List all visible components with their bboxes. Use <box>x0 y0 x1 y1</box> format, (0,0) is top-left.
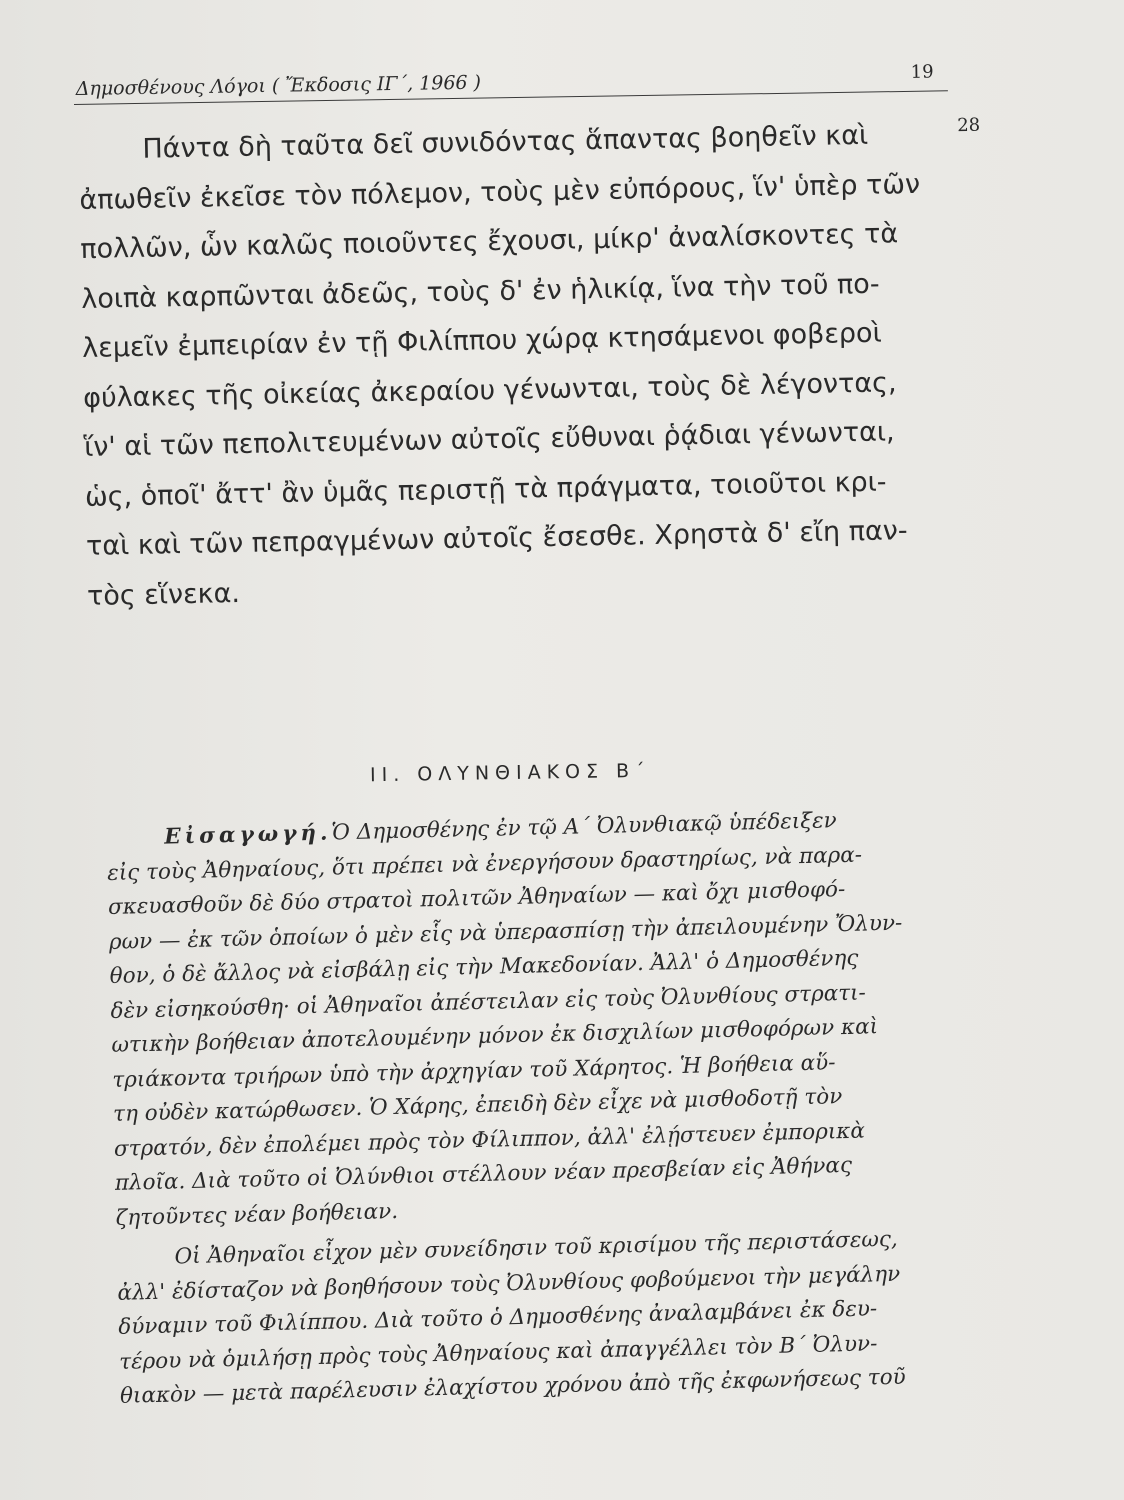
text-line: δύναμιν τοῦ Φιλίππου. Διὰ τοῦτο ὁ Δημοσθένης ἀναλαμβάνει ἐκ δευ- <box>118 1296 878 1340</box>
text-line: τέρου νὰ ὁμιλήσῃ πρὸς τοὺς Ἀθηναίους καὶ ἀπαγγέλλει τὸν Β΄ Ὀλυν- <box>118 1330 878 1375</box>
text-line: ρων — ἐκ τῶν ὁποίων ὁ μὲν εἷς νὰ ὑπερασπίσῃ τὴν ἀπειλουμένην Ὄλυν- <box>108 910 903 955</box>
text-line: πλοῖα. Διὰ τοῦτο οἱ Ὀλύνθιοι στέλλουν νέαν πρεσβείαν εἰς Ἀθήνας <box>114 1152 853 1196</box>
page-number: 19 <box>910 61 934 83</box>
text-line: ὡς, ὁποῖ' ἄττ' ἂν ὑμᾶς περιστῇ τὰ πράγματα, τοιοῦτοι κρι- <box>84 466 887 513</box>
text-line: ταὶ καὶ τῶν πεπραγμένων αὐτοῖς ἔσεσθε. Χρηστὰ δ' εἴη παν- <box>85 515 908 562</box>
intro-first-line-text: Ὁ Δημοσθένης ἐν τῷ Α΄ Ὀλυνθιακῷ ὑπέδειξεν <box>331 808 837 846</box>
text-line: ζητοῦντες νέαν βοήθειαν. <box>115 1198 399 1231</box>
text-line: δὲν εἰσηκούσθη· οἱ Ἀθηναῖοι ἀπέστειλαν εἰς τοὺς Ὀλυνθίους στρατι- <box>110 979 867 1024</box>
text-line: εἰς τοὺς Ἀθηναίους, ὅτι πρέπει νὰ ἐνεργήσουν δραστηρίως, νὰ παρα- <box>106 842 863 886</box>
text-line: Οἱ Ἀθηναῖοι εἶχον μὲν συνείδησιν τοῦ κρισίμου τῆς περιστάσεως, <box>174 1226 899 1270</box>
text-line: ἀπωθεῖν ἐκεῖσε τὸν πόλεμον, τοὺς μὲν εὐπόρους, ἵν' ὑπὲρ τῶν <box>79 168 921 216</box>
text-line: ἵν' αἱ τῶν πεπολιτευμένων αὐτοῖς εὔθυναι ῥᾴδιαι γένωνται, <box>83 416 895 463</box>
text-line: θον, ὁ δὲ ἄλλος νὰ εἰσβάλῃ εἰς τὴν Μακεδονίαν. Ἀλλ' ὁ Δημοσθένης <box>109 945 859 989</box>
text-line: στρατόν, δὲν ἐπολέμει πρὸς τὸν Φίλιππον, ἀλλ' ἐλῄστευεν ἐμπορικὰ <box>113 1118 866 1162</box>
text-line: τὸς εἵνεκα. <box>86 577 241 612</box>
running-title: Δημοσθένους Λόγοι ( Ἔκδοσις ΙΓ΄, 1966 ) <box>75 71 482 100</box>
margin-section-number: 28 <box>957 114 981 137</box>
text-line: τριάκοντα τριήρων ὑπὸ τὴν ἀρχηγίαν τοῦ Χάρητος. Ἡ βοήθεια αὕ- <box>111 1049 836 1093</box>
intro-label: Εἰσαγωγή. <box>164 820 332 850</box>
section-heading: ΙΙ. ΟΛΥΝΘΙΑΚΟΣ Β΄ <box>369 759 651 787</box>
text-line: ἀλλ' ἐδίσταζον νὰ βοηθήσουν τοὺς Ὀλυνθίους φοβούμενοι τὴν μεγάλην <box>117 1261 901 1306</box>
text-line: σκευασθοῦν δὲ δύο στρατοὶ πολιτῶν Ἀθηναίων — καὶ ὄχι μισθοφό- <box>107 876 846 920</box>
text-line: λεμεῖν ἐμπειρίαν ἐν τῇ Φιλίππου χώρᾳ κτησάμενοι φοβεροὶ <box>81 317 882 364</box>
text-line: θιακὸν — μετὰ παρέλευσιν ἐλαχίστου χρόνου ἀπὸ τῆς ἐκφωνήσεως τοῦ <box>119 1364 906 1409</box>
text-line: φύλακες τῆς οἰκείας ἀκεραίου γένωνται, τοὺς δὲ λέγοντας, <box>82 366 897 414</box>
text-line: τη οὐδὲν κατώρθωσεν. Ὁ Χάρης, ἐπειδὴ δὲν εἶχε νὰ μισθοδοτῇ τὸν <box>112 1084 843 1127</box>
introduction-text <box>106 801 986 1414</box>
text-line: Πάντα δὴ ταῦτα δεῖ συνιδόντας ἅπαντας βοηθεῖν καὶ <box>142 119 869 165</box>
oration-text <box>78 109 981 621</box>
running-head <box>74 60 948 105</box>
text-line: ωτικὴν βοήθειαν ἀποτελουμένην μόνον ἐκ δισχιλίων μισθοφόρων καὶ <box>111 1014 879 1058</box>
text-line: λοιπὰ καρπῶνται ἀδεῶς, τοὺς δ' ἐν ἡλικίᾳ, ἵνα τὴν τοῦ πο- <box>81 268 880 315</box>
text-line: πολλῶν, ὧν καλῶς ποιοῦντες ἔχουσι, μίκρ' ἀναλίσκοντες τὰ <box>80 218 899 265</box>
